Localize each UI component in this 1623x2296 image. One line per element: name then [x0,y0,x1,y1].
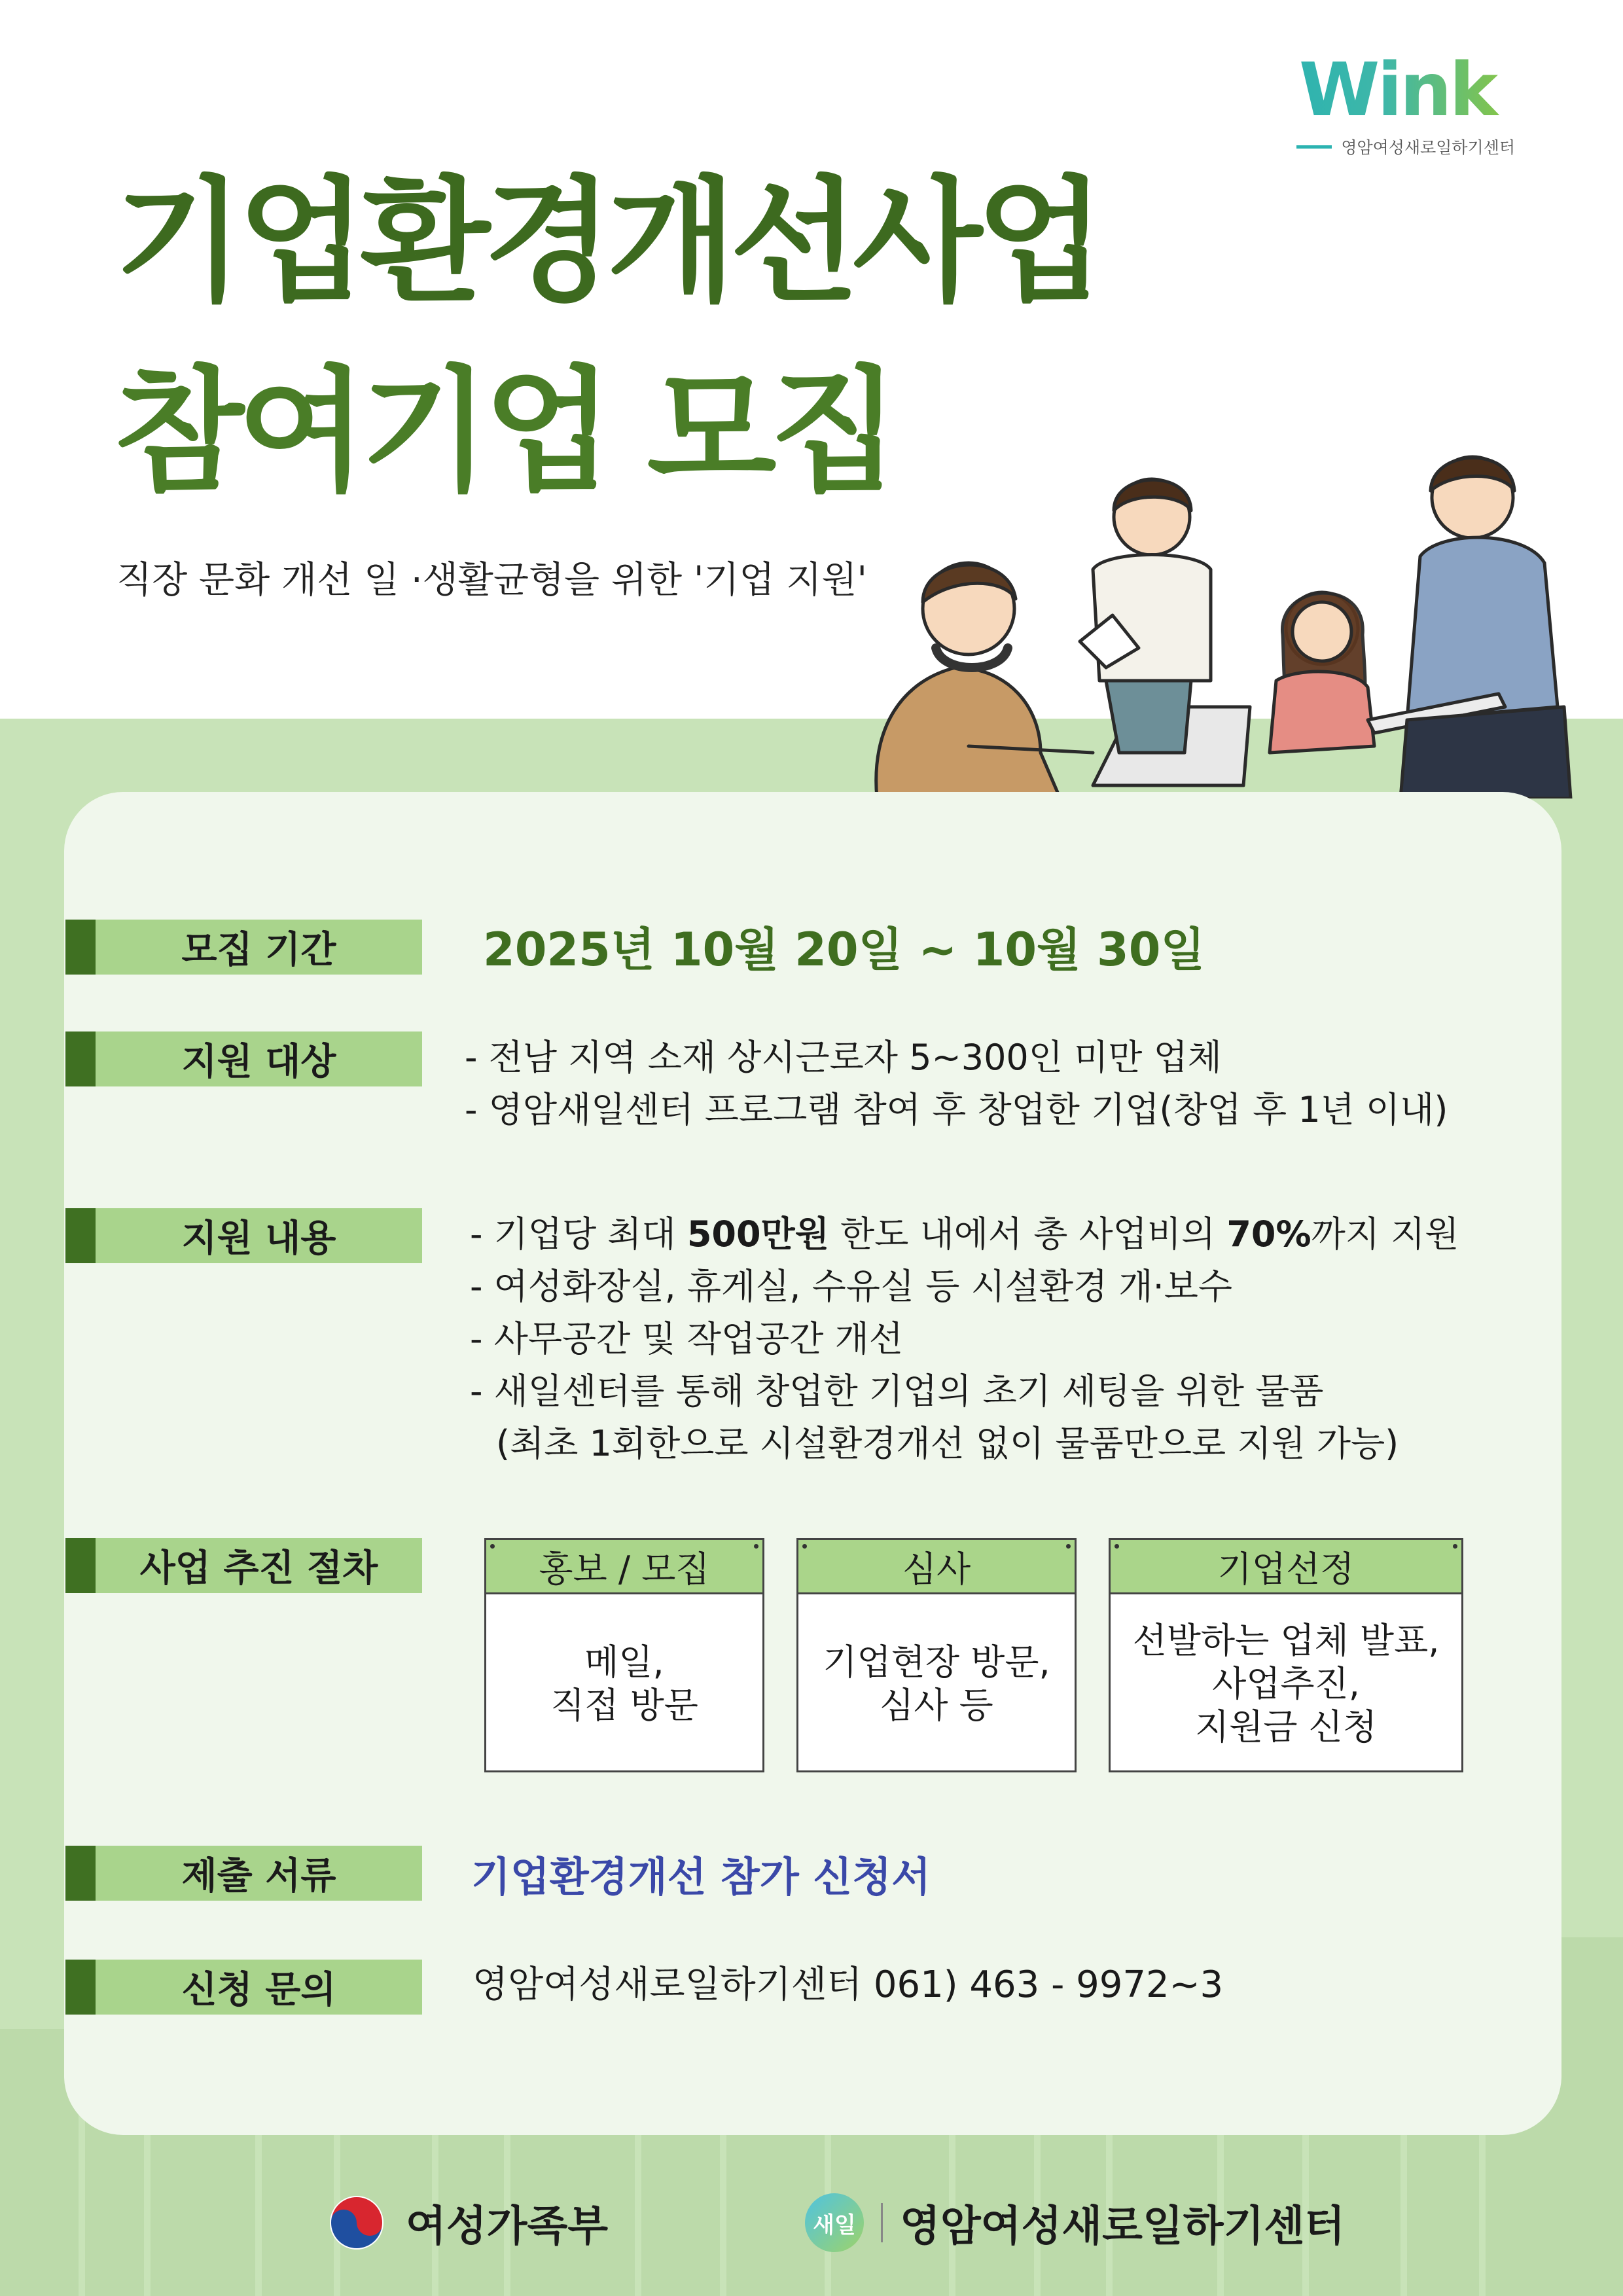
process-step-body [1111,1594,1461,1773]
process-step-line: 지원금 신청 [1195,1706,1377,1748]
support-content-list [470,1208,1459,1470]
support-percentage: 70% [1226,1213,1311,1255]
logo-underline [1296,145,1332,149]
main-title-line-1: 기업환경개선사업 [115,164,1099,320]
process-step-promotion [484,1538,764,1772]
label-support-content: 지원 내용 [65,1208,422,1263]
support-item1-mid: 한도 내에서 총 사업비의 [829,1213,1227,1255]
support-item1-pre: - 기업당 최대 [470,1213,687,1255]
footer-org-saeil [805,2193,1345,2253]
footer-divider [881,2203,883,2242]
label-inquiry: 신청 문의 [65,1960,422,2015]
wink-logo [1279,48,1515,158]
footer-org1-name: 여성가족부 [406,2202,609,2251]
process-step-header [486,1540,762,1594]
process-step-line: 메일, [584,1641,664,1683]
support-content-item [470,1208,1459,1261]
process-step-title: 홍보 / 모집 [539,1548,710,1590]
label-documents: 제출 서류 [65,1846,422,1901]
support-content-item: (최초 1회한으로 시설환경개선 없이 물품만으로 지원 가능) [496,1423,1399,1464]
logo-subtitle [1279,135,1515,158]
main-title-line-2: 참여기업 모집 [115,354,893,510]
process-step-line: 사업추진, [1212,1662,1360,1704]
label-process: 사업 추진 절차 [65,1538,422,1593]
process-step-line: 선발하는 업체 발표, [1132,1619,1440,1661]
process-step-title: 심사 [902,1548,971,1590]
logo-subtitle-text: 영암여성새로일하기센터 [1341,138,1515,157]
taegeuk-emblem-icon [327,2193,386,2252]
logo-brand-text: Wink [1279,51,1515,130]
process-step-body [486,1594,762,1773]
recruitment-period-value: 2025년 10월 20일 ~ 10월 30일 [483,923,1205,977]
process-step-body [798,1594,1075,1773]
support-target-list [465,1031,1448,1136]
process-step-selection [1109,1538,1463,1772]
label-recruitment-period: 모집 기간 [65,920,422,975]
inquiry-contact-value: 영암여성새로일하기센터 061) 463 - 9972~3 [473,1964,1224,2006]
support-item1-post: 까지 지원 [1311,1213,1459,1255]
process-step-line: 직접 방문 [550,1684,698,1726]
footer-org-mogef [327,2193,608,2253]
saeil-logo-icon: 새일 [805,2193,864,2252]
process-step-line: 기업현장 방문, [823,1641,1050,1683]
office-workers-illustration [844,445,1584,798]
footer-org2-name: 영암여성새로일하기센터 [900,2202,1346,2251]
required-document-value: 기업환경개선 참가 신청서 [471,1853,931,1901]
support-content-item: - 새일센터를 통해 창업한 기업의 초기 세팅을 위한 물품 [470,1371,1324,1412]
process-step-header [1111,1540,1461,1594]
support-target-item: - 영암새일센터 프로그램 참여 후 창업한 기업(창업 후 1년 이내) [465,1089,1448,1130]
subtitle: 직장 문화 개선 일 ·생활균형을 위한 '기업 지원' [116,559,867,601]
support-content-item: - 여성화장실, 휴게실, 수유실 등 시설환경 개·보수 [470,1266,1233,1307]
process-step-line: 심사 등 [880,1684,993,1726]
support-target-item: - 전남 지역 소재 상시근로자 5~300인 미만 업체 [465,1037,1222,1078]
process-step-header [798,1540,1075,1594]
process-step-review [796,1538,1077,1772]
support-content-item: - 사무공간 및 작업공간 개선 [470,1318,903,1359]
process-step-title: 기업선정 [1217,1548,1355,1590]
label-support-target: 지원 대상 [65,1031,422,1086]
support-max-amount: 500만원 [687,1213,829,1255]
